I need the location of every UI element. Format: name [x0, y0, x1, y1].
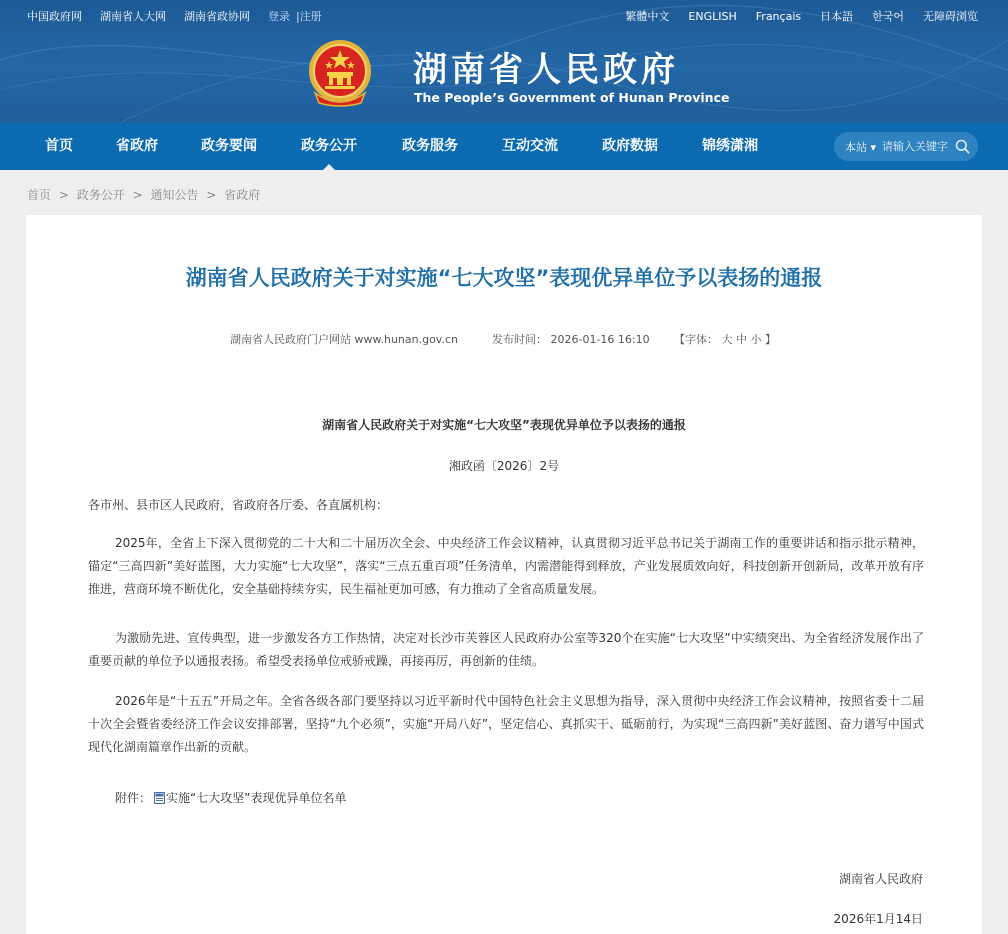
nav-government-services[interactable]: 政务服务: [402, 138, 458, 154]
nav-government-affairs-disclosure[interactable]: 政务公开: [301, 123, 357, 170]
breadcrumb-separator: >: [206, 188, 217, 202]
breadcrumb-disclosure[interactable]: 政务公开: [76, 188, 125, 202]
signature-date: 2026年1月14日: [833, 912, 923, 926]
link-korean[interactable]: 한국어: [872, 10, 904, 23]
breadcrumb: [27, 186, 260, 203]
nav-government-data[interactable]: 政府数据: [602, 138, 658, 154]
link-hunan-cppcc[interactable]: 湖南省政协网: [184, 10, 250, 23]
search-scope-dropdown[interactable]: 本站 ▾: [845, 141, 877, 154]
register-link[interactable]: 注册: [299, 10, 322, 23]
nav-government-news[interactable]: 政务要闻: [201, 138, 257, 154]
document-salutation: 各市州、县市区人民政府，省政府各厅委、各直属机构：: [88, 498, 389, 512]
attachment-row: [115, 789, 346, 806]
main-navigation: [0, 123, 1008, 170]
link-english[interactable]: ENGLISH: [688, 9, 737, 23]
nav-provincial-government[interactable]: 省政府: [116, 138, 158, 154]
breadcrumb-provincial-government[interactable]: 省政府: [224, 188, 261, 202]
breadcrumb-home[interactable]: 首页: [27, 188, 52, 202]
link-gov-cn[interactable]: 中国政府网: [27, 10, 82, 23]
search-box: [834, 132, 978, 161]
paragraph-2: 为激励先进、宣传典型，进一步激发各方工作热情，决定对长沙市芙蓉区人民政府办公室等320个在实施“七大攻坚”中实绩突出、为全省经济发展作出了重要贡献的单位予以通报表扬。希望受表扬单位戒骄戒躁，再接再厉，再创新的佳绩。: [88, 631, 924, 668]
nav-hunan-scenery[interactable]: 锦绣潇湘: [702, 138, 758, 154]
paragraph-3: 2026年是“十五五”开局之年。全省各级各部门要坚持以习近平新时代中国特色社会主义思想为指导，深入贯彻中央经济工作会议精神，按照省委十二届十次全会暨省委经济工作会议安排部署，坚持“九个必须”，实施“开局八好”，坚定信心、真抓实干、砥砺前行，为实现“三高四新”美好蓝图、奋力谱写中国式现代化湖南篇章作出新的贡献。: [88, 694, 924, 754]
breadcrumb-separator: >: [132, 188, 143, 202]
article-source: 湖南省人民政府门户网站 www.hunan.gov.cn: [230, 333, 458, 346]
search-icon[interactable]: [955, 139, 970, 154]
search-input[interactable]: [882, 137, 954, 156]
document-heading: 湖南省人民政府关于对实施“七大攻坚”表现优异单位予以表扬的通报: [322, 418, 686, 432]
breadcrumb-separator: >: [58, 188, 69, 202]
national-emblem-icon: [305, 37, 375, 109]
nav-home[interactable]: 首页: [45, 138, 73, 154]
site-header: [0, 0, 1008, 123]
article-publish-time: 发布时间： 2026-01-16 16:10: [492, 333, 650, 346]
site-title[interactable]: 湖南省人民政府: [413, 50, 679, 90]
signature-organization: 湖南省人民政府: [838, 872, 923, 886]
document-file-icon[interactable]: [154, 792, 165, 804]
top-links-left: [27, 8, 322, 24]
link-french[interactable]: Français: [755, 9, 802, 23]
site-subtitle: The People’s Government of Hunan Province: [414, 90, 730, 105]
article-title: 湖南省人民政府关于对实施“七大攻坚”表现优异单位予以表扬的通报: [185, 266, 823, 290]
attachment-label: 附件：: [115, 791, 152, 805]
nav-interaction[interactable]: 互动交流: [502, 138, 558, 154]
link-japanese[interactable]: 日本語: [820, 10, 854, 23]
link-traditional-chinese[interactable]: 繁體中文: [625, 10, 670, 23]
paragraph-1: 2025年，全省上下深入贯彻党的二十大和二十届历次全会、中央经济工作会议精神，认真贯彻习近平总书记关于湖南工作的重要讲话和指示批示精神，锚定“三高四新”美好蓝图，大力实施“七大攻坚”，落实“三点五重百项”任务清单，内需潜能得到释放，产业发展质效向好，科技创新开创新局，改革开放有序推进，营商环境不断优化，安全基础持续夯实，民生福祉更加可感，有力推动了全省高质量发展。: [88, 536, 924, 596]
login-separator: |: [296, 9, 300, 23]
login-link[interactable]: 登录: [268, 10, 290, 23]
document-number: 湘政函〔2026〕2号: [448, 459, 560, 473]
link-accessibility[interactable]: 无障碍浏览: [923, 10, 978, 23]
top-links-right: [606, 8, 978, 24]
breadcrumb-notices[interactable]: 通知公告: [150, 188, 199, 202]
link-hunan-npc[interactable]: 湖南省人大网: [100, 10, 166, 23]
attachment-link[interactable]: 实施“七大攻坚”表现优异单位名单: [166, 791, 347, 805]
font-size-selector[interactable]: 【字体： 大 中 小 】: [674, 333, 776, 346]
